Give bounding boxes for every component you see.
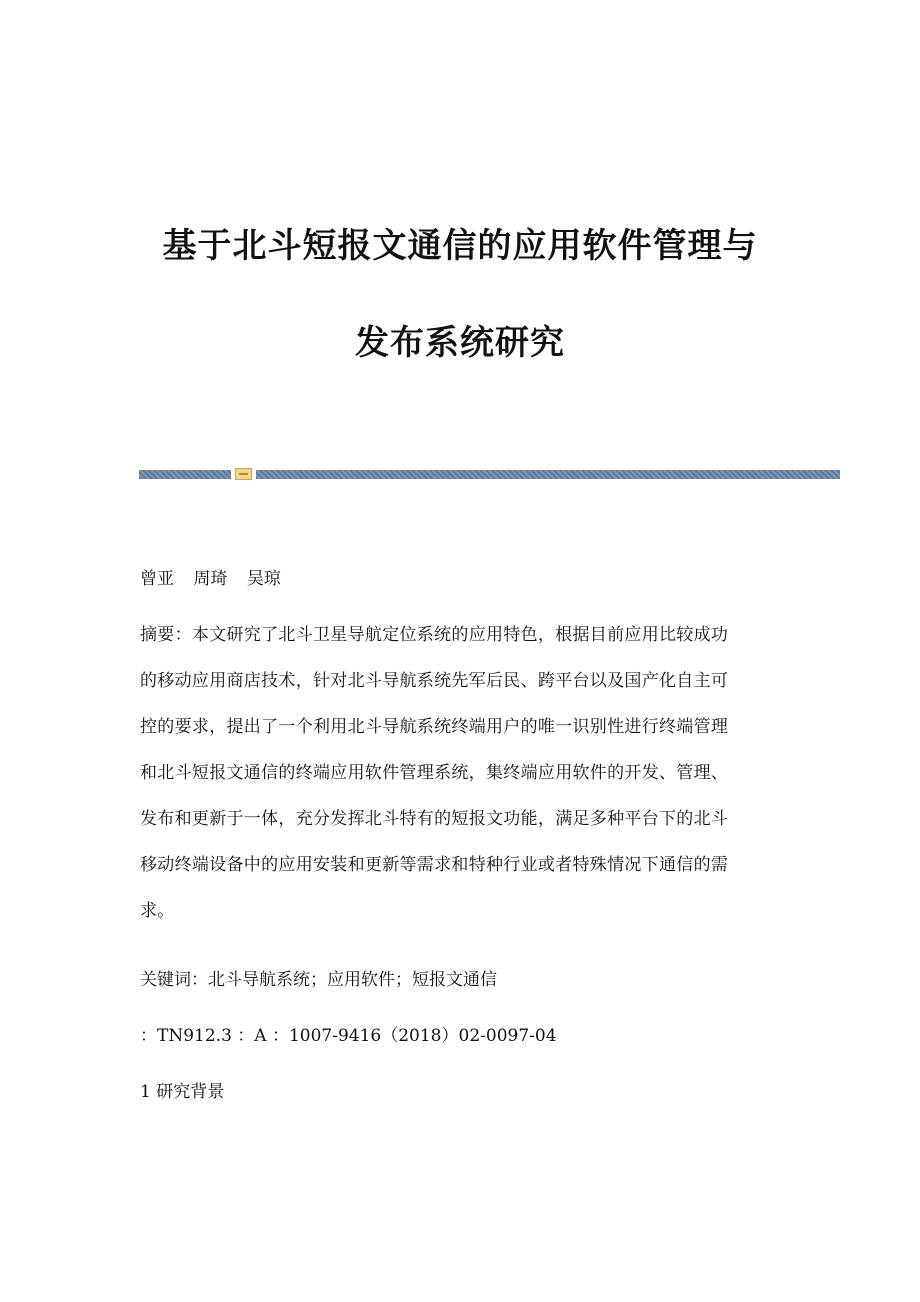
- keywords: 关键词：北斗导航系统；应用软件；短报文通信: [140, 970, 497, 990]
- divider-right: [256, 470, 840, 479]
- section-heading: 1 研究背景: [140, 1082, 225, 1102]
- abstract-line: 摘要：本文研究了北斗卫星导航定位系统的应用特色，根据目前应用比较成功: [140, 625, 729, 645]
- classification-info: ：TN912.3 ：A ：1007-9416（2018）02-0097-04: [140, 1026, 557, 1046]
- author-list: [140, 556, 295, 602]
- abstract-line: 求。: [140, 901, 175, 921]
- title-line-2: 发布系统研究: [355, 323, 565, 363]
- divider-ornament-icon: [235, 468, 252, 480]
- abstract-line: 和北斗短报文通信的终端应用软件管理系统，集终端应用软件的开发、管理、: [140, 763, 729, 783]
- title-line-1: 基于北斗短报文通信的应用软件管理与: [162, 226, 758, 266]
- author: 周琦: [193, 569, 228, 589]
- author: 吴琼: [246, 569, 281, 589]
- abstract-line: 移动终端设备中的应用安装和更新等需求和特种行业或者特殊情况下通信的需: [140, 855, 729, 875]
- abstract-line: 发布和更新于一体，充分发挥北斗特有的短报文功能，满足多种平台下的北斗: [140, 809, 729, 829]
- abstract: [140, 612, 780, 934]
- abstract-line: 控的要求，提出了一个利用北斗导航系统终端用户的唯一识别性进行终端管理: [140, 717, 729, 737]
- divider-left: [139, 470, 231, 479]
- author: 曾亚: [140, 569, 174, 589]
- abstract-line: 的移动应用商店技术，针对北斗导航系统先军后民、跨平台以及国产化自主可: [140, 671, 729, 691]
